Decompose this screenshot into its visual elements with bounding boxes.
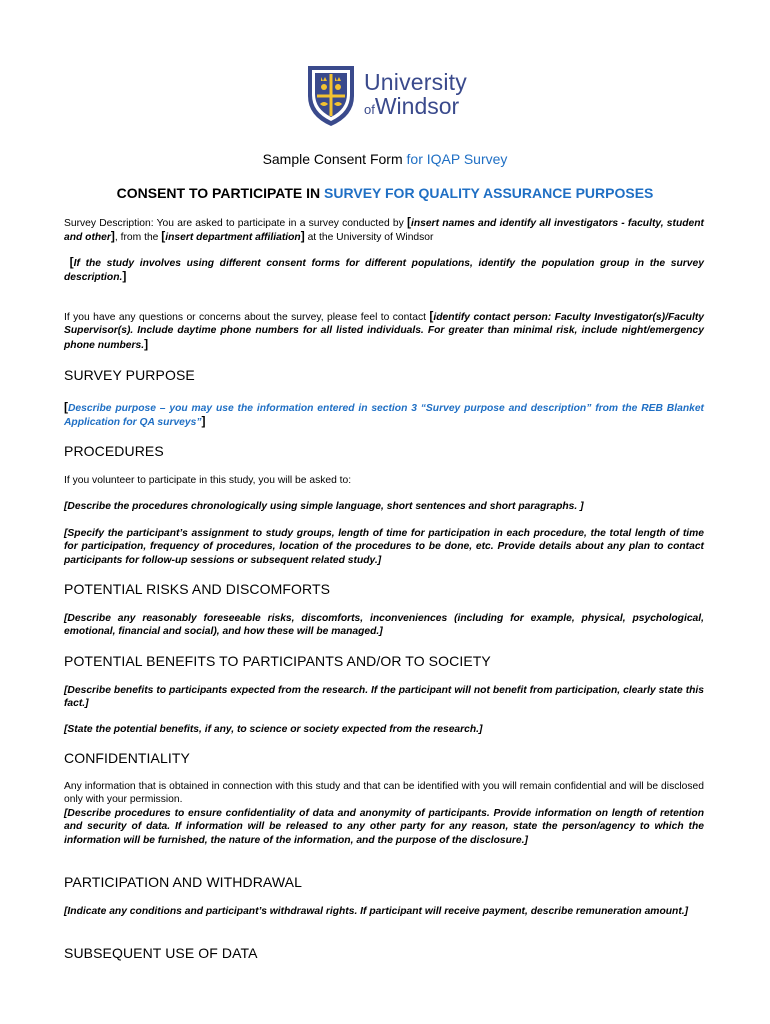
benefits-note-1: [Describe benefits to participants expected from the research. If the participant will not benefit from participation, clearly state this fact.] [64,685,704,710]
logo-wordmark [364,70,467,122]
procedures-note-1: [Describe the procedures chronologically using simple language, short sentences and short paragraphs. ] [64,501,584,512]
population-note: [If the study involves using different consent forms for different populations, identify the population group in the survey description.] [64,255,704,284]
benefits-note-2: [State the potential benefits, if any, to science or society expected from the research.] [64,724,483,735]
logo-windsor: Windsor [374,93,460,119]
page-heading: CONSENT TO PARTICIPATE IN SURVEY FOR QUALITY ASSURANCE PURPOSES [116,185,654,201]
survey-description: Survey Description: You are asked to participate in a survey conducted by [insert names and identify all investigators - faculty, student and other], from the [insert department affiliation] at the University of Windsor [64,215,704,244]
section-heading-subsequent-use: SUBSEQUENT USE OF DATA [64,945,258,961]
logo-university: University [364,69,467,95]
document-title: Sample Consent Form for IQAP Survey [262,151,508,167]
procedures-intro: If you volunteer to participate in this study, you will be asked to: [64,475,352,486]
title-accent: for IQAP Survey [406,151,508,167]
section-heading-confidentiality: CONFIDENTIALITY [64,750,190,766]
contact-paragraph: If you have any questions or concerns about the survey, please feel to contact [identify contact person: Faculty Investigator(s)/Faculty Supervisor(s). Include daytime phone numbers for all listed individuals. For greater than minimal risk, include night/emergency phone numbers.] [64,309,704,351]
survey-purpose-text: [Describe purpose – you may use the information entered in section 3 “Survey purpose and description” from the REB Blanket Application for QA surveys”] [64,400,704,429]
logo-of: of [364,102,375,117]
section-heading-benefits: POTENTIAL BENEFITS TO PARTICIPANTS AND/OR TO SOCIETY [64,653,491,669]
section-heading-risks: POTENTIAL RISKS AND DISCOMFORTS [64,581,331,597]
participation-note: [Indicate any conditions and participant’s withdrawal rights. If participant will receive payment, describe remuneration amount.] [64,906,689,917]
university-logo [304,62,474,128]
section-heading-participation: PARTICIPATION AND WITHDRAWAL [64,874,302,890]
heading-accent: SURVEY FOR QUALITY ASSURANCE PURPOSES [324,185,654,201]
shield-crest-icon [304,62,358,128]
confidentiality-text: Any information that is obtained in connection with this study and that can be identified with you will remain confidential and will be disclosed only with your permission. [Describe procedures to ensure confidentiality of data and anonymity of participants. Provide information on length of retention and security of data. If information will be released to any other party for any reason, state the person/agency to which the information will be furnished, the nature of the information, and the purpose of the disclosure.] [64,781,704,846]
section-heading-survey-purpose: SURVEY PURPOSE [64,367,195,383]
section-heading-procedures: PROCEDURES [64,443,164,459]
procedures-note-2: [Specify the participant’s assignment to study groups, length of time for participation in each procedure, the total length of time for participation, frequency of procedures, location of the procedures to be done, etc. Provide details about any plan to contact participants for follow-up sessions or subsequent related study.] [64,528,704,566]
risks-note: [Describe any reasonably foreseeable risks, discomforts, inconveniences (including for example, physical, psychological, emotional, financial and social), and how these will be managed.] [64,613,704,638]
